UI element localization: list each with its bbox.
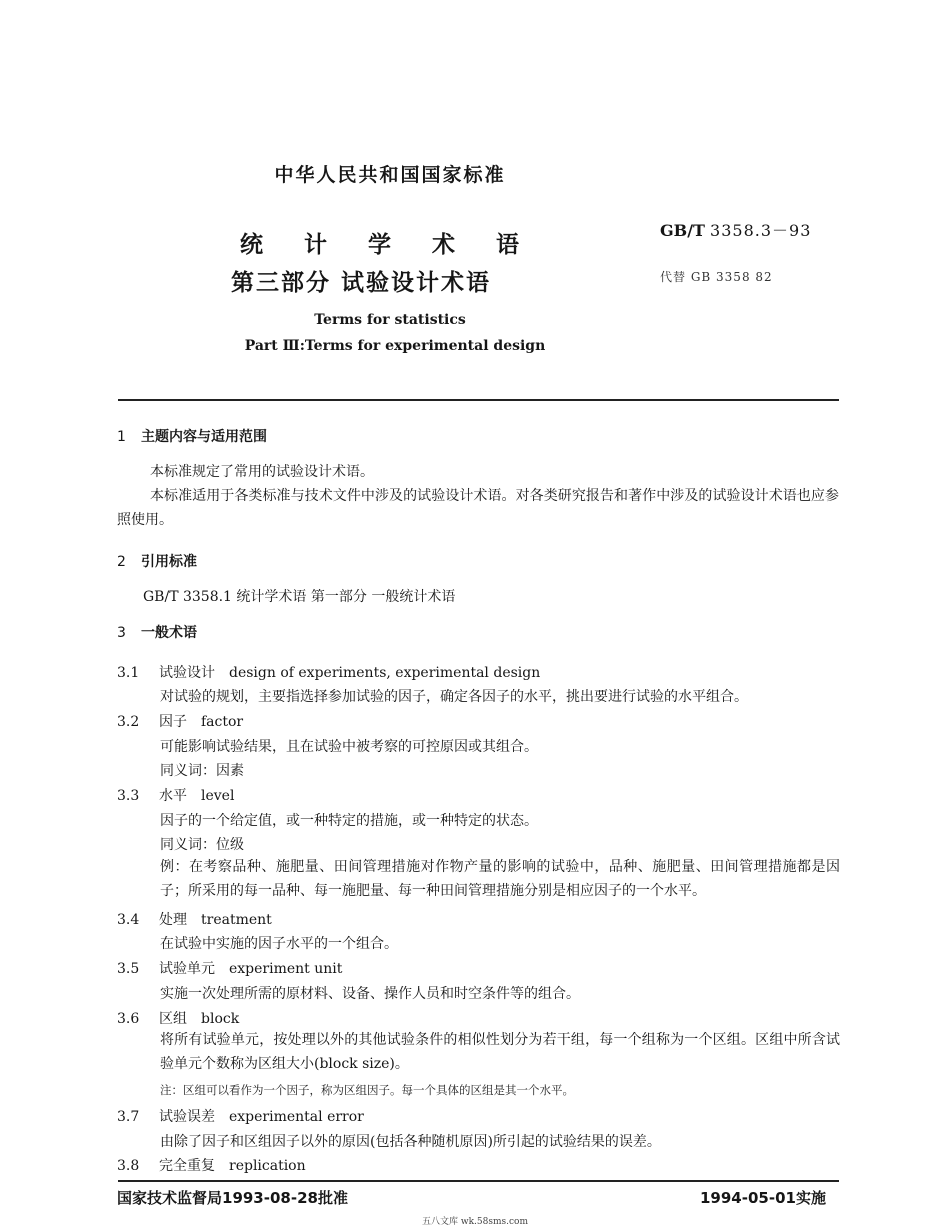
header-divider [118,399,839,401]
term-number: 3.2 [117,714,140,730]
section-number: 1 [117,429,126,445]
section-title: 主题内容与适用范围 [141,429,267,445]
watermark: 五八文库 wk.58sms.com [422,1217,528,1227]
term-english: replication [229,1158,306,1174]
section-title: 一般术语 [141,625,197,641]
section-heading-2 [117,551,197,571]
document-subtitle: 第三部分 试验设计术语 [231,270,492,296]
term-entry [117,711,243,731]
term-english: level [201,788,235,804]
term-english: experimental error [229,1109,364,1125]
english-title: Terms for statistics [314,312,466,328]
term-chinese: 试验设计 [159,665,215,681]
term-definition: 因子的一个给定值，或一种特定的措施，或一种特定的状态。 [160,813,538,829]
term-definition: 由除了因子和区组因子以外的原因(包括各种随机原因)所引起的试验结果的误差。 [160,1134,661,1150]
term-number: 3.6 [117,1011,140,1027]
document-title: 统计学术语 [240,232,560,258]
paragraph: 本标准适用于各类标准与技术文件中涉及的试验设计术语。对各类研究报告和著作中涉及的试验设计术语也应参照使用。 [117,488,839,528]
term-entry [117,785,234,805]
term-definition: 可能影响试验结果，且在试验中被考察的可控原因或其组合。 [160,739,538,755]
term-number: 3.3 [117,788,140,804]
code-number: 3358.3－93 [710,221,812,240]
term-chinese: 因子 [159,714,187,730]
standard-code [660,218,811,241]
term-chinese: 试验误差 [159,1109,215,1125]
code-prefix: GB/T [660,221,705,240]
term-number: 3.5 [117,961,140,977]
section-heading-1 [117,426,267,446]
implementation-date: 1994-05-01实施 [700,1189,826,1207]
footer-divider [118,1180,839,1182]
term-number: 3.4 [117,912,140,928]
term-number: 3.8 [117,1158,140,1174]
term-number: 3.7 [117,1109,140,1125]
term-entry [117,1008,239,1028]
approval-note: 国家技术监督局1993-08-28批准 [117,1189,348,1207]
term-chinese: 水平 [159,788,187,804]
term-english: experiment unit [229,961,343,977]
section-heading-3 [117,622,197,642]
term-definition: 对试验的规划，主要指选择参加试验的因子，确定各因子的水平，挑出要进行试验的水平组合。 [160,689,748,705]
section-number: 3 [117,625,126,641]
term-entry [117,958,342,978]
term-english: factor [201,714,244,730]
term-english: design of experiments, experimental design [229,665,541,681]
section-title: 引用标准 [141,554,197,570]
term-definition: 将所有试验单元，按处理以外的其他试验条件的相似性划分为若干组，每一个组称为一个区组。区组中所含试验单元个数称为区组大小(block size)。 [160,1032,840,1072]
normative-reference: GB/T 3358.1 统计学术语 第一部分 一般统计术语 [143,589,456,605]
term-entry [117,1106,364,1126]
standard-name: 中华人民共和国国家标准 [274,164,506,186]
term-chinese: 试验单元 [159,961,215,977]
term-number: 3.1 [117,665,140,681]
term-entry [117,909,272,929]
section-number: 2 [117,554,126,570]
term-example: 例：在考察品种、施肥量、田间管理措施对作物产量的影响的试验中，品种、施肥量、田间管理措施都是因子；所采用的每一品种、每一施肥量、每一种田间管理措施分别是相应因子的一个水平。 [160,859,840,899]
term-entry [117,662,540,682]
term-synonym: 同义词：位级 [160,837,244,853]
paragraph: 本标准规定了常用的试验设计术语。 [150,464,374,480]
term-chinese: 区组 [159,1011,187,1027]
term-english: treatment [201,912,272,928]
term-synonym: 同义词：因素 [160,763,244,779]
term-entry [117,1155,306,1175]
english-subtitle: Part Ⅲ:Terms for experimental design [244,338,546,354]
term-definition: 实施一次处理所需的原材料、设备、操作人员和时空条件等的组合。 [160,986,580,1002]
replaces-note: 代替 GB 3358 82 [660,270,773,284]
term-chinese: 完全重复 [159,1158,215,1174]
term-definition: 在试验中实施的因子水平的一个组合。 [160,936,398,952]
term-note: 注：区组可以看作为一个因子，称为区组因子。每一个具体的区组是其一个水平。 [160,1083,574,1097]
term-english: block [201,1011,240,1027]
term-chinese: 处理 [159,912,187,928]
